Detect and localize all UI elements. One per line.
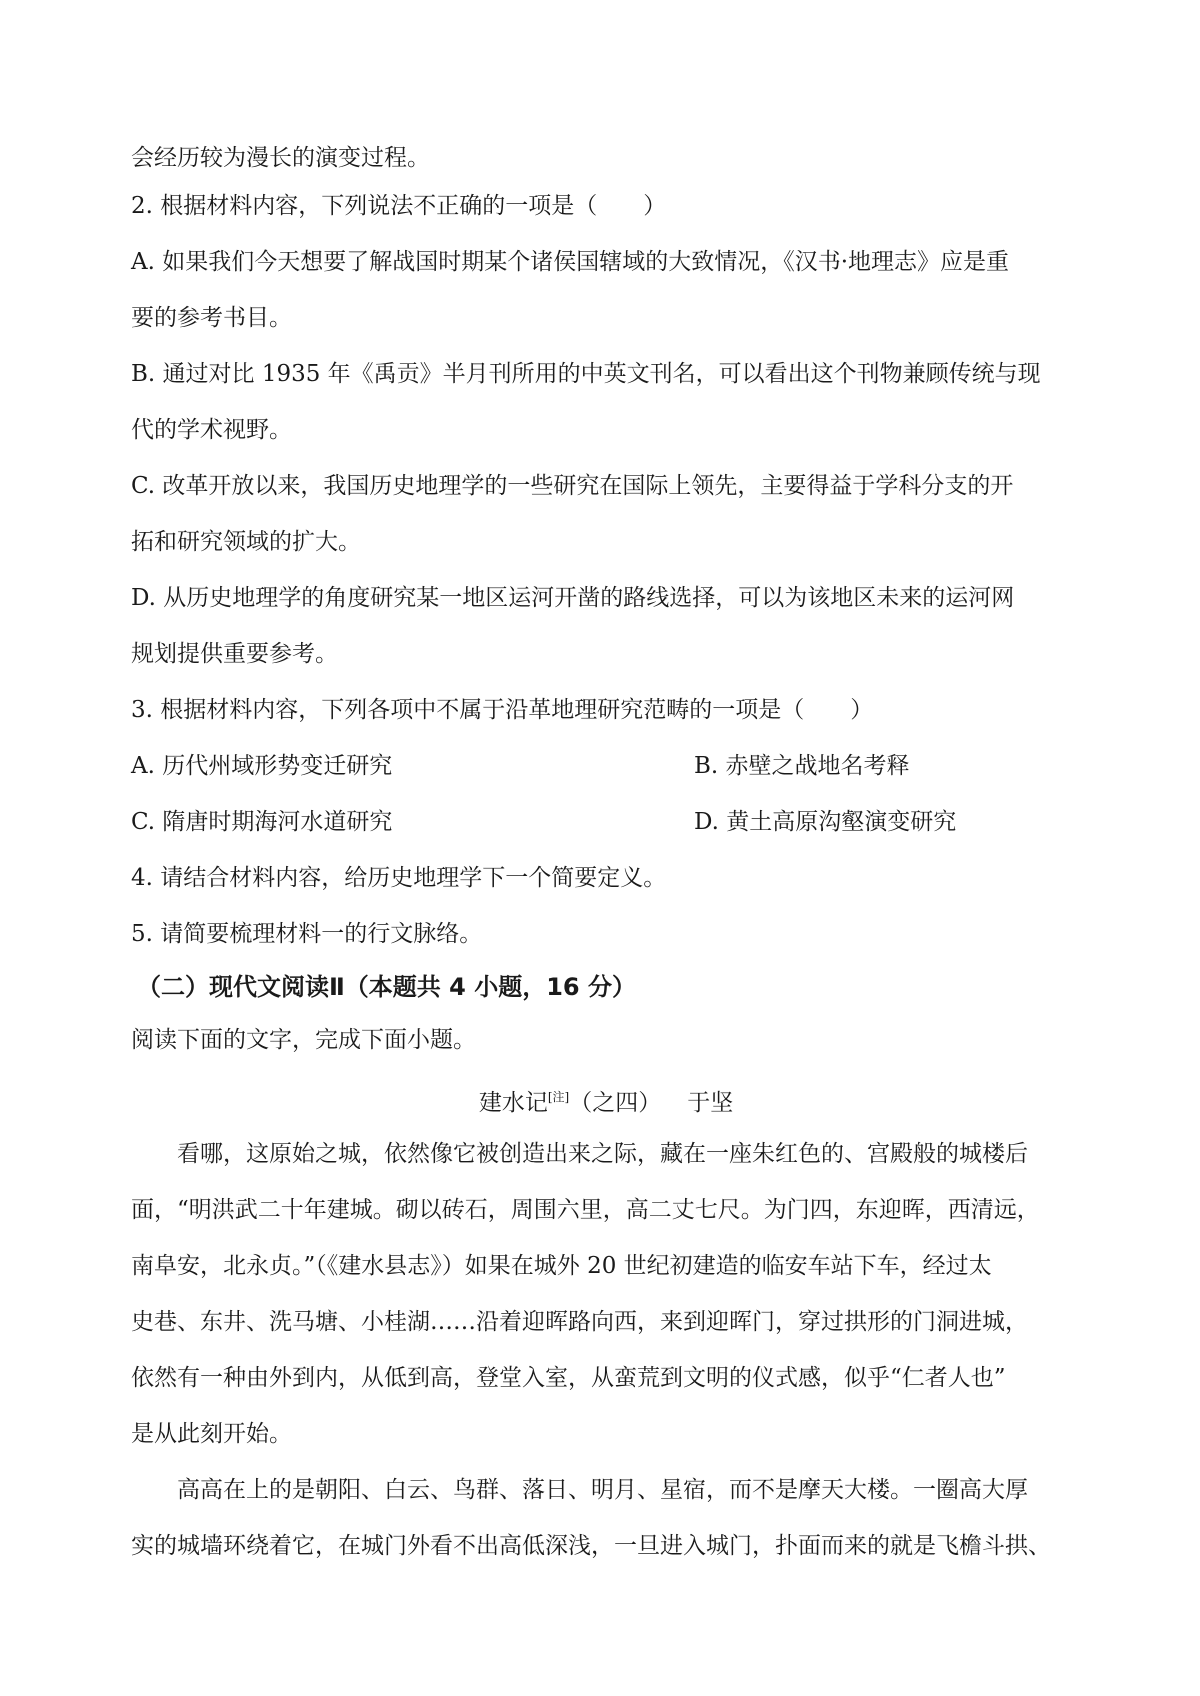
question-3: 3. 根据材料内容，下列各项中不属于沿革地理研究范畴的一项是（ ） xyxy=(131,697,874,723)
options-row-cd xyxy=(131,794,1081,850)
option-2b-cont: 代的学术视野。 xyxy=(131,417,292,443)
question-4: 4. 请结合材料内容，给历史地理学下一个简要定义。 xyxy=(131,865,667,891)
author: 于坚 xyxy=(687,1090,734,1116)
paragraph-1-line: 史巷、东井、洗马塘、小桂湖……沿着迎晖路向西，来到迎晖门，穿过拱形的门洞进城， xyxy=(131,1309,1028,1335)
option-2c-cont: 拓和研究领域的扩大。 xyxy=(131,529,361,555)
paragraph-1-line: 依然有一种由外到内，从低到高，登堂入室，从蛮荒到文明的仪式感，似乎“仁者人也” xyxy=(131,1365,1006,1391)
title-main: 建水记 xyxy=(478,1090,548,1116)
option-2d-cont: 规划提供重要参考。 xyxy=(131,641,338,667)
question-2: 2. 根据材料内容，下列说法不正确的一项是（ ） xyxy=(131,193,667,219)
option-2a: A. 如果我们今天想要了解战国时期某个诸侯国辖域的大致情况，《汉书·地理志》应是重 xyxy=(131,249,1010,275)
paragraph-1-line: 南阜安，北永贞。”（《建水县志》）如果在城外 20 世纪初建造的临安车站下车，经过太 xyxy=(131,1253,992,1279)
question-5: 5. 请简要梳理材料一的行文脉络。 xyxy=(131,921,483,947)
option-3c: C. 隋唐时期海河水道研究 xyxy=(131,809,393,835)
option-3b: B. 赤壁之战地名考释 xyxy=(694,753,910,779)
text-line: 会经历较为漫长的演变过程。 xyxy=(131,145,430,171)
title-sub: （之四） xyxy=(569,1090,662,1116)
option-2b: B. 通过对比 1935 年《禹贡》半月刊所用的中英文刊名，可以看出这个刊物兼顾传统与现 xyxy=(131,361,1041,387)
option-2d: D. 从历史地理学的角度研究某一地区运河开凿的路线选择，可以为该地区未来的运河网 xyxy=(131,585,1015,611)
paragraph-1-line: 看哪，这原始之城，依然像它被创造出来之际，藏在一座朱红色的、宫殿般的城楼后 xyxy=(177,1141,1028,1167)
paragraph-2-line: 实的城墙环绕着它，在城门外看不出高低深浅，一旦进入城门，扑面而来的就是飞檐斗拱、 xyxy=(131,1533,1051,1559)
option-2a-cont: 要的参考书目。 xyxy=(131,305,292,331)
options-row-ab xyxy=(131,738,1081,794)
article-title xyxy=(131,1068,1081,1126)
paragraph-1-line: 是从此刻开始。 xyxy=(131,1421,292,1447)
option-3a: A. 历代州域形势变迁研究 xyxy=(131,753,393,779)
option-3d: D. 黄土高原沟壑演变研究 xyxy=(694,809,957,835)
paragraph-2-line: 高高在上的是朝阳、白云、鸟群、落日、明月、星宿，而不是摩天大楼。一圈高大厚 xyxy=(177,1477,1028,1503)
paragraph-1-line: 面，“明洪武二十年建城。砌以砖石，周围六里，高二丈七尺。为门四，东迎晖，西清远， xyxy=(131,1197,1040,1223)
instruction: 阅读下面的文字，完成下面小题。 xyxy=(131,1027,476,1053)
document-page xyxy=(131,138,1081,1574)
option-2c: C. 改革开放以来，我国历史地理学的一些研究在国际上领先，主要得益于学科分支的开 xyxy=(131,473,1014,499)
section-heading: （二）现代文阅读Ⅱ（本题共 4 小题，16 分） xyxy=(137,973,636,1001)
title-note: [注] xyxy=(547,1090,570,1104)
